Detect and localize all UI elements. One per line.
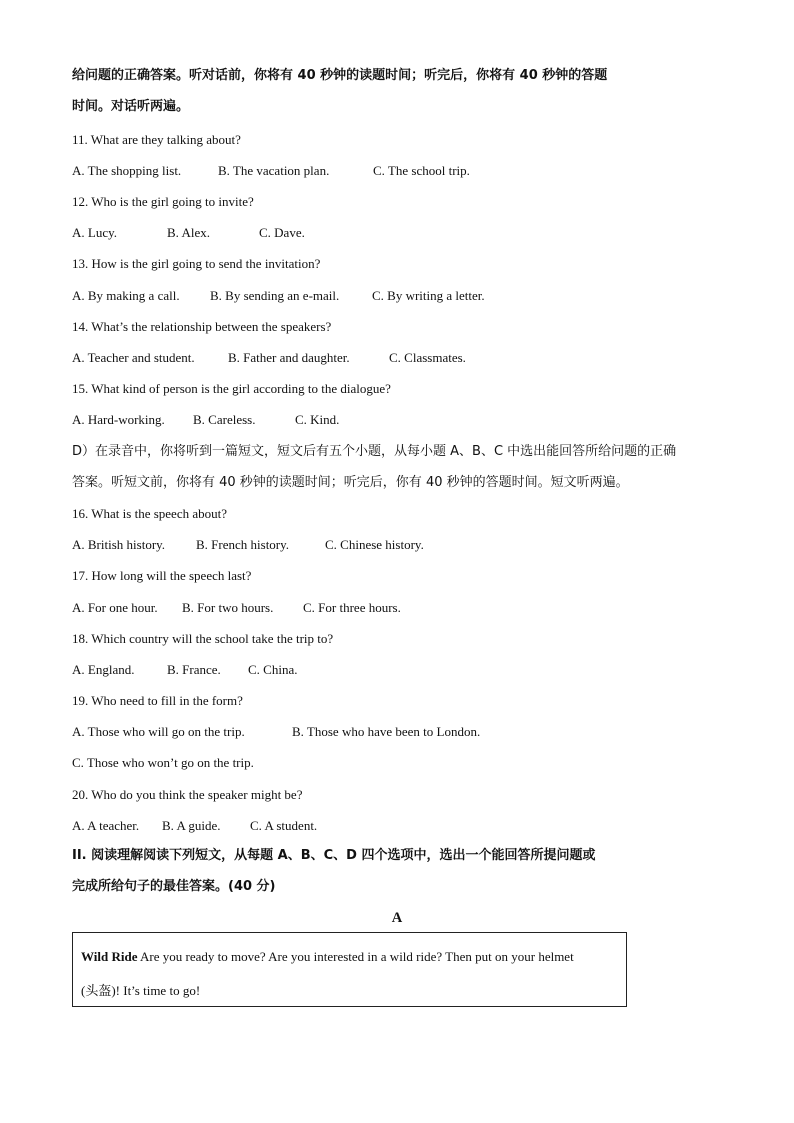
- question-16: 16. What is the speech about?: [72, 506, 227, 521]
- passage-text: Are you ready to move? Are you interested in a wild ride? Then put on your helmet: [137, 949, 574, 964]
- option-a: A. Hard-working.: [72, 412, 165, 427]
- option-c: C. The school trip.: [373, 163, 470, 178]
- question-13: 13. How is the girl going to send the invitation?: [72, 256, 321, 271]
- option-a: A. By making a call.: [72, 288, 180, 303]
- option-a: A. A teacher.: [72, 818, 140, 833]
- option-c: C. China.: [248, 662, 298, 677]
- question-19: 19. Who need to fill in the form?: [72, 693, 243, 708]
- option-b: B. Careless.: [193, 412, 256, 427]
- option-a: A. The shopping list.: [72, 163, 182, 178]
- instruction-line: 时间。对话听两遍。: [72, 99, 190, 114]
- options-15: [72, 412, 339, 428]
- option-b: B. By sending an e-mail.: [210, 288, 340, 303]
- option-b: B. Alex.: [167, 225, 210, 240]
- option-b: B. A guide.: [162, 818, 221, 833]
- option-c: C. Those who won’t go on the trip.: [72, 755, 254, 770]
- section-heading: 完成所给句子的最佳答案。(40 分): [72, 879, 276, 894]
- options-14: [72, 350, 466, 366]
- instruction-line: 答案。听短文前，你将有 40 秒钟的读题时间；听完后，你有 40 秒钟的答题时间。短文听两遍。: [72, 475, 629, 490]
- options-18: [72, 662, 297, 678]
- option-b: B. For two hours.: [182, 600, 274, 615]
- question-17: 17. How long will the speech last?: [72, 568, 252, 583]
- question-15: 15. What kind of person is the girl according to the dialogue?: [72, 381, 391, 396]
- option-c: C. For three hours.: [303, 600, 401, 615]
- option-b: B. French history.: [196, 537, 290, 552]
- option-c: C. Kind.: [295, 412, 340, 427]
- options-17: [72, 600, 401, 616]
- option-c: C. By writing a letter.: [372, 288, 485, 303]
- question-12: 12. Who is the girl going to invite?: [72, 194, 254, 209]
- option-a: A. For one hour.: [72, 600, 158, 615]
- option-a: A. Lucy.: [72, 225, 118, 240]
- option-b: B. Father and daughter.: [228, 350, 350, 365]
- option-a: A. Those who will go on the trip.: [72, 724, 245, 739]
- option-c: C. Classmates.: [389, 350, 466, 365]
- passage-line: [81, 949, 574, 965]
- option-a: A. Teacher and student.: [72, 350, 195, 365]
- instruction-line: D）在录音中，你将听到一篇短文，短文后有五个小题，从每小题 A、B、C 中选出能回答所给问题的正确: [72, 444, 677, 459]
- options-11: [72, 163, 470, 179]
- options-19: [72, 724, 480, 740]
- passage-title: Wild Ride: [81, 949, 138, 964]
- option-c: C. Chinese history.: [325, 537, 424, 552]
- options-16: [72, 537, 424, 553]
- instruction-line: 给问题的正确答案。听对话前，你将有 40 秒钟的读题时间；听完后，你将有 40 秒钟的答题: [72, 68, 608, 83]
- option-b: B. France.: [167, 662, 221, 677]
- question-18: 18. Which country will the school take the trip to?: [72, 631, 334, 646]
- options-20: [72, 818, 317, 834]
- question-11: 11. What are they talking about?: [72, 132, 241, 147]
- passage-box: [72, 932, 627, 1007]
- option-b: B. Those who have been to London.: [292, 724, 481, 739]
- question-20: 20. Who do you think the speaker might be?: [72, 787, 303, 802]
- question-14: 14. What’s the relationship between the speakers?: [72, 319, 332, 334]
- passage-line: (头盔)! It’s time to go!: [81, 983, 201, 998]
- options-13: [72, 288, 485, 304]
- option-b: B. The vacation plan.: [218, 163, 330, 178]
- option-c: C. A student.: [250, 818, 318, 833]
- option-c: C. Dave.: [259, 225, 305, 240]
- options-12: [72, 225, 305, 241]
- option-a: A. British history.: [72, 537, 166, 552]
- section-heading: II. 阅读理解阅读下列短文，从每题 A、B、C、D 四个选项中，选出一个能回答所提问题或: [72, 848, 596, 863]
- passage-label: A: [391, 910, 403, 926]
- option-a: A. England.: [72, 662, 135, 677]
